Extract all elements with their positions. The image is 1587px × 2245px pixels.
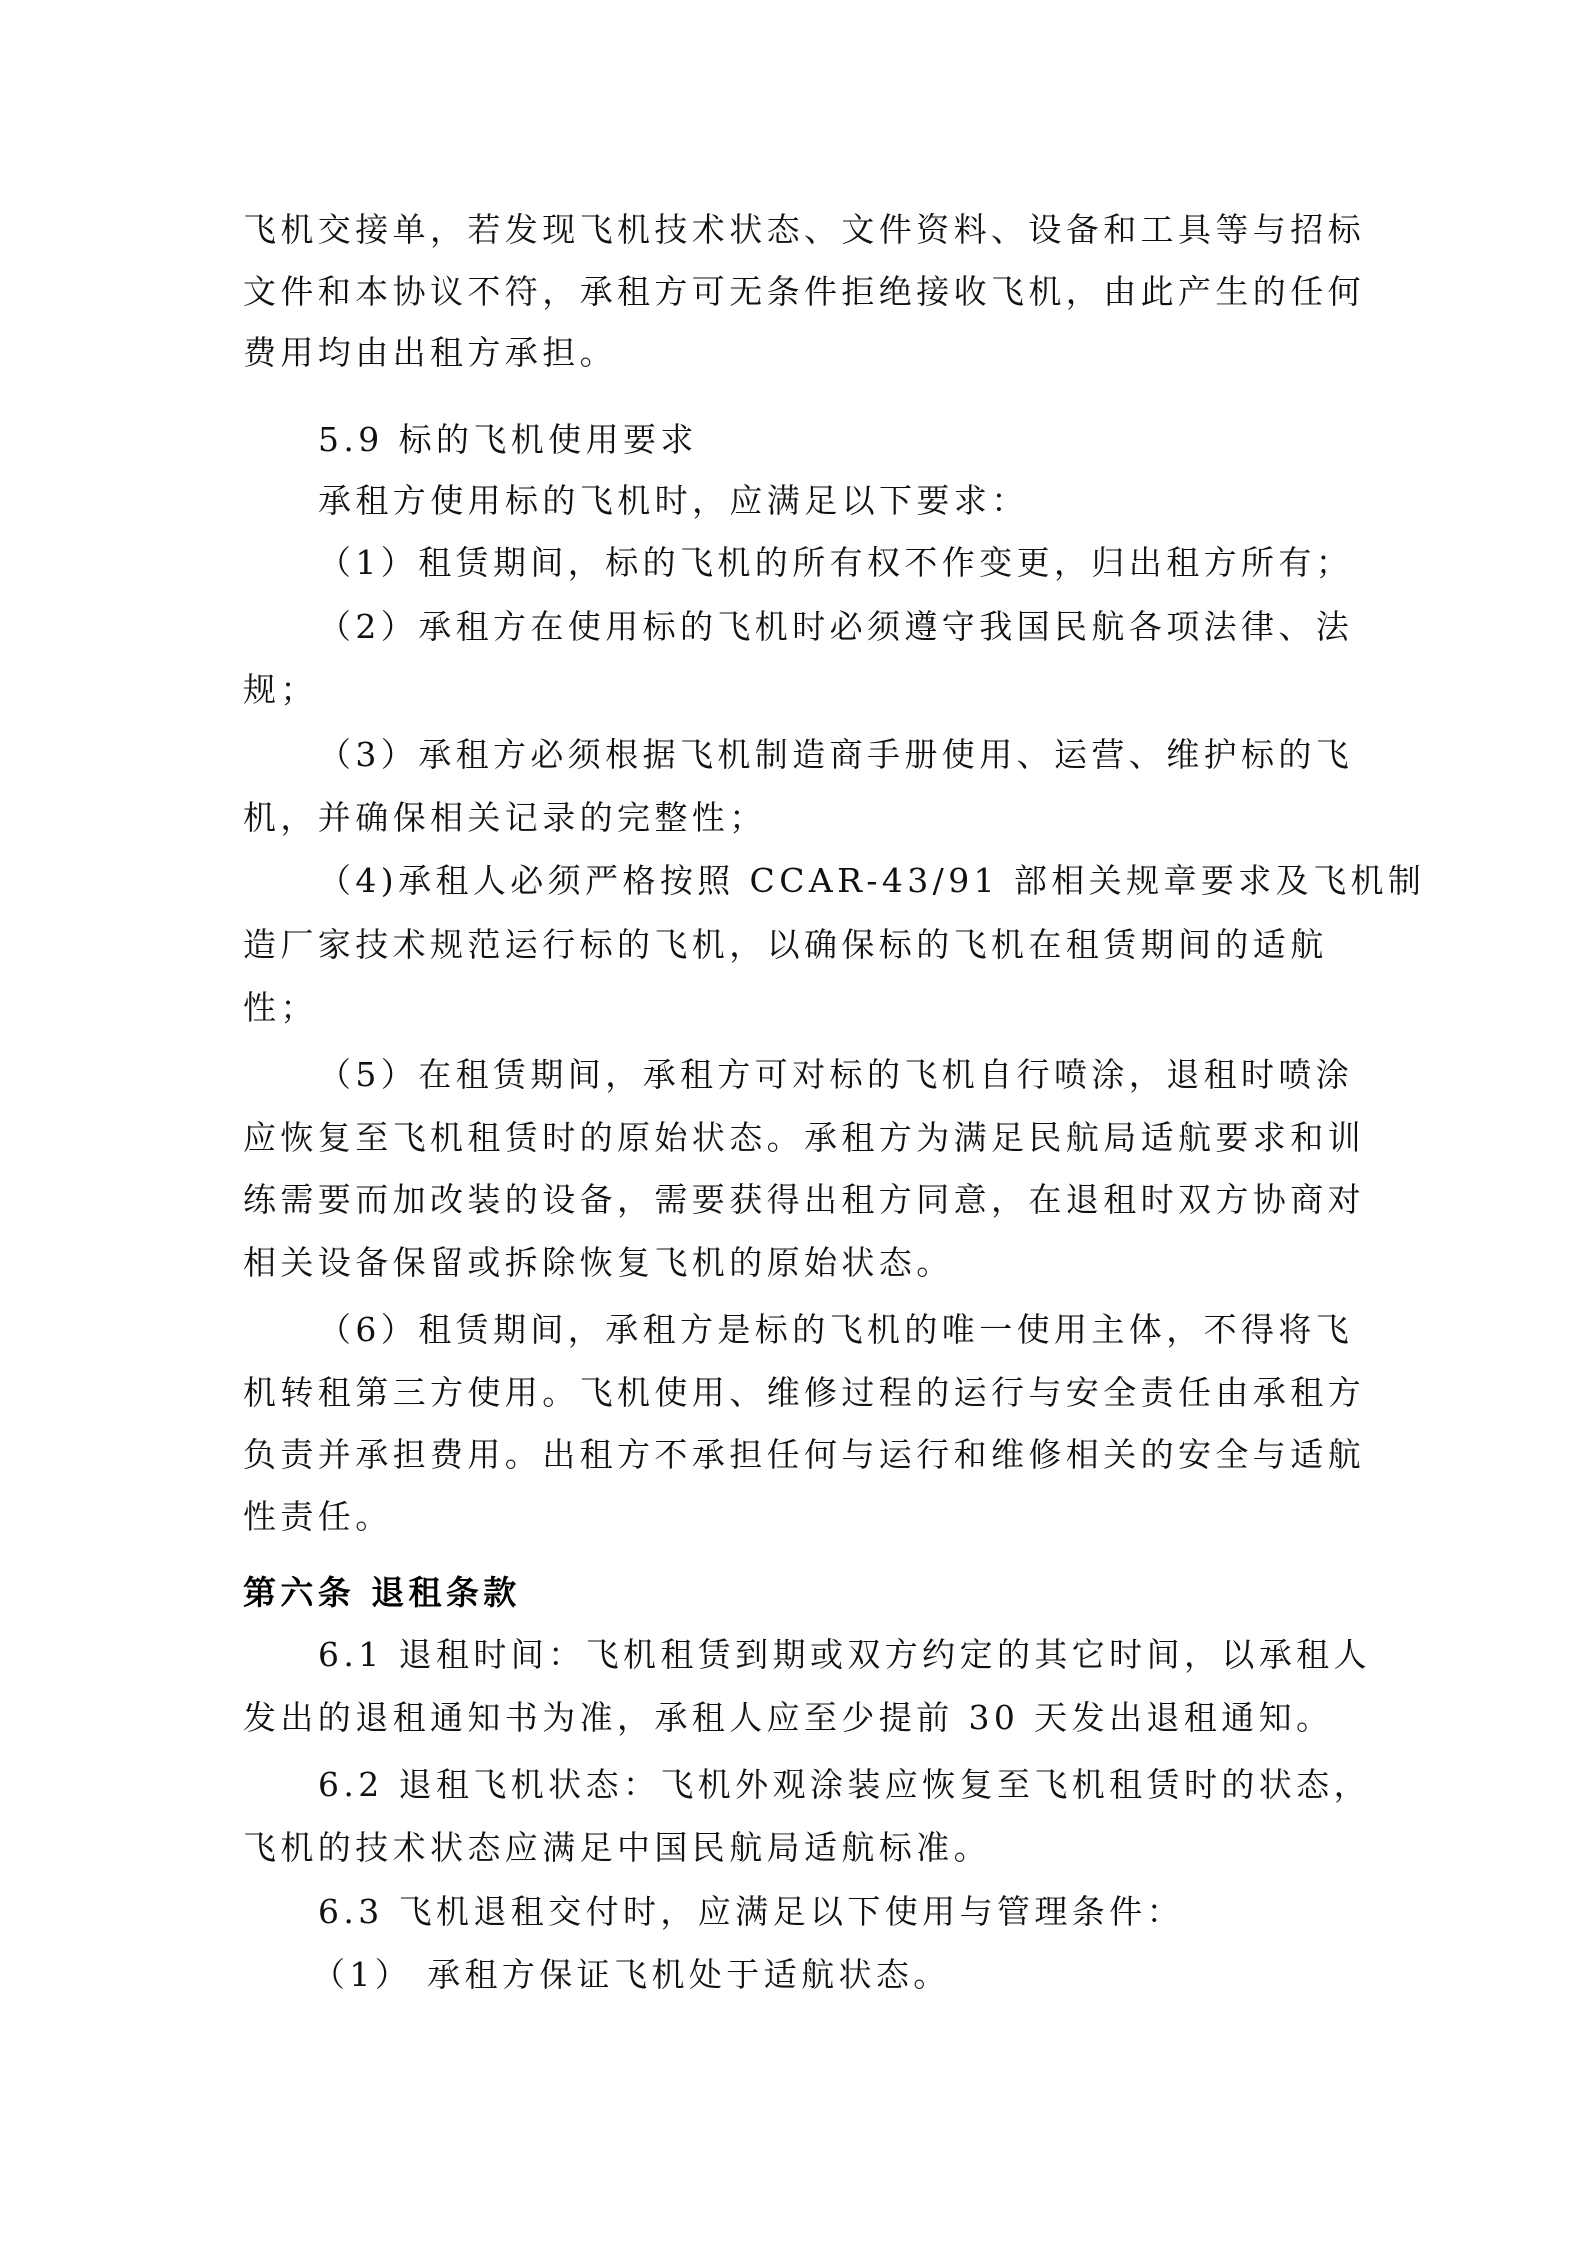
paragraph-line: 规； xyxy=(243,670,318,709)
clause-6-3: 6.3 飞机退租交付时，应满足以下使用与管理条件： xyxy=(318,1892,1184,1931)
list-item-3: （3）承租方必须根据飞机制造商手册使用、运营、维护标的飞 xyxy=(318,735,1354,774)
paragraph-line: 承租方使用标的飞机时，应满足以下要求： xyxy=(318,481,1029,520)
paragraph-line: 性； xyxy=(243,988,318,1027)
paragraph-line: 机，并确保相关记录的完整性； xyxy=(243,798,767,837)
paragraph-line: 性责任。 xyxy=(243,1497,393,1536)
list-item-2: （2）承租方在使用标的飞机时必须遵守我国民航各项法律、法 xyxy=(318,607,1354,646)
clause-6-3-item-1: （1） 承租方保证飞机处于适航状态。 xyxy=(312,1955,951,1994)
paragraph-line: 飞机交接单，若发现飞机技术状态、文件资料、设备和工具等与招标 xyxy=(243,210,1365,249)
paragraph-line: 造厂家技术规范运行标的飞机，以确保标的飞机在租赁期间的适航 xyxy=(243,925,1328,964)
article-heading-6: 第六条 退租条款 xyxy=(243,1573,521,1612)
clause-6-1: 6.1 退租时间：飞机租赁到期或双方约定的其它时间，以承租人 xyxy=(318,1635,1371,1674)
clause-6-2: 6.2 退租飞机状态：飞机外观涂装应恢复至飞机租赁时的状态， xyxy=(318,1765,1371,1804)
paragraph-line: 应恢复至飞机租赁时的原始状态。承租方为满足民航局适航要求和训 xyxy=(243,1118,1365,1157)
list-item-1: （1）租赁期间，标的飞机的所有权不作变更，归出租方所有； xyxy=(318,543,1354,582)
list-item-5: （5）在租赁期间，承租方可对标的飞机自行喷涂，退租时喷涂 xyxy=(318,1055,1354,1094)
paragraph-line: 发出的退租通知书为准，承租人应至少提前 30 天发出退租通知。 xyxy=(243,1698,1334,1737)
paragraph-line: 飞机的技术状态应满足中国民航局适航标准。 xyxy=(243,1828,991,1867)
paragraph-line: 费用均由出租方承担。 xyxy=(243,333,617,372)
paragraph-line: 机转租第三方使用。飞机使用、维修过程的运行与安全责任由承租方 xyxy=(243,1373,1365,1412)
paragraph-line: 负责并承担费用。出租方不承担任何与运行和维修相关的安全与适航 xyxy=(243,1435,1365,1474)
paragraph-line: 相关设备保留或拆除恢复飞机的原始状态。 xyxy=(243,1243,954,1282)
list-item-4: （4)承租人必须严格按照 CCAR-43/91 部相关规章要求及飞机制 xyxy=(318,861,1426,900)
paragraph-line: 练需要而加改装的设备，需要获得出租方同意，在退租时双方协商对 xyxy=(243,1180,1365,1219)
section-heading-5-9: 5.9 标的飞机使用要求 xyxy=(318,420,698,459)
list-item-6: （6）租赁期间，承租方是标的飞机的唯一使用主体，不得将飞 xyxy=(318,1310,1354,1349)
paragraph-line: 文件和本协议不符，承租方可无条件拒绝接收飞机，由此产生的任何 xyxy=(243,272,1365,311)
